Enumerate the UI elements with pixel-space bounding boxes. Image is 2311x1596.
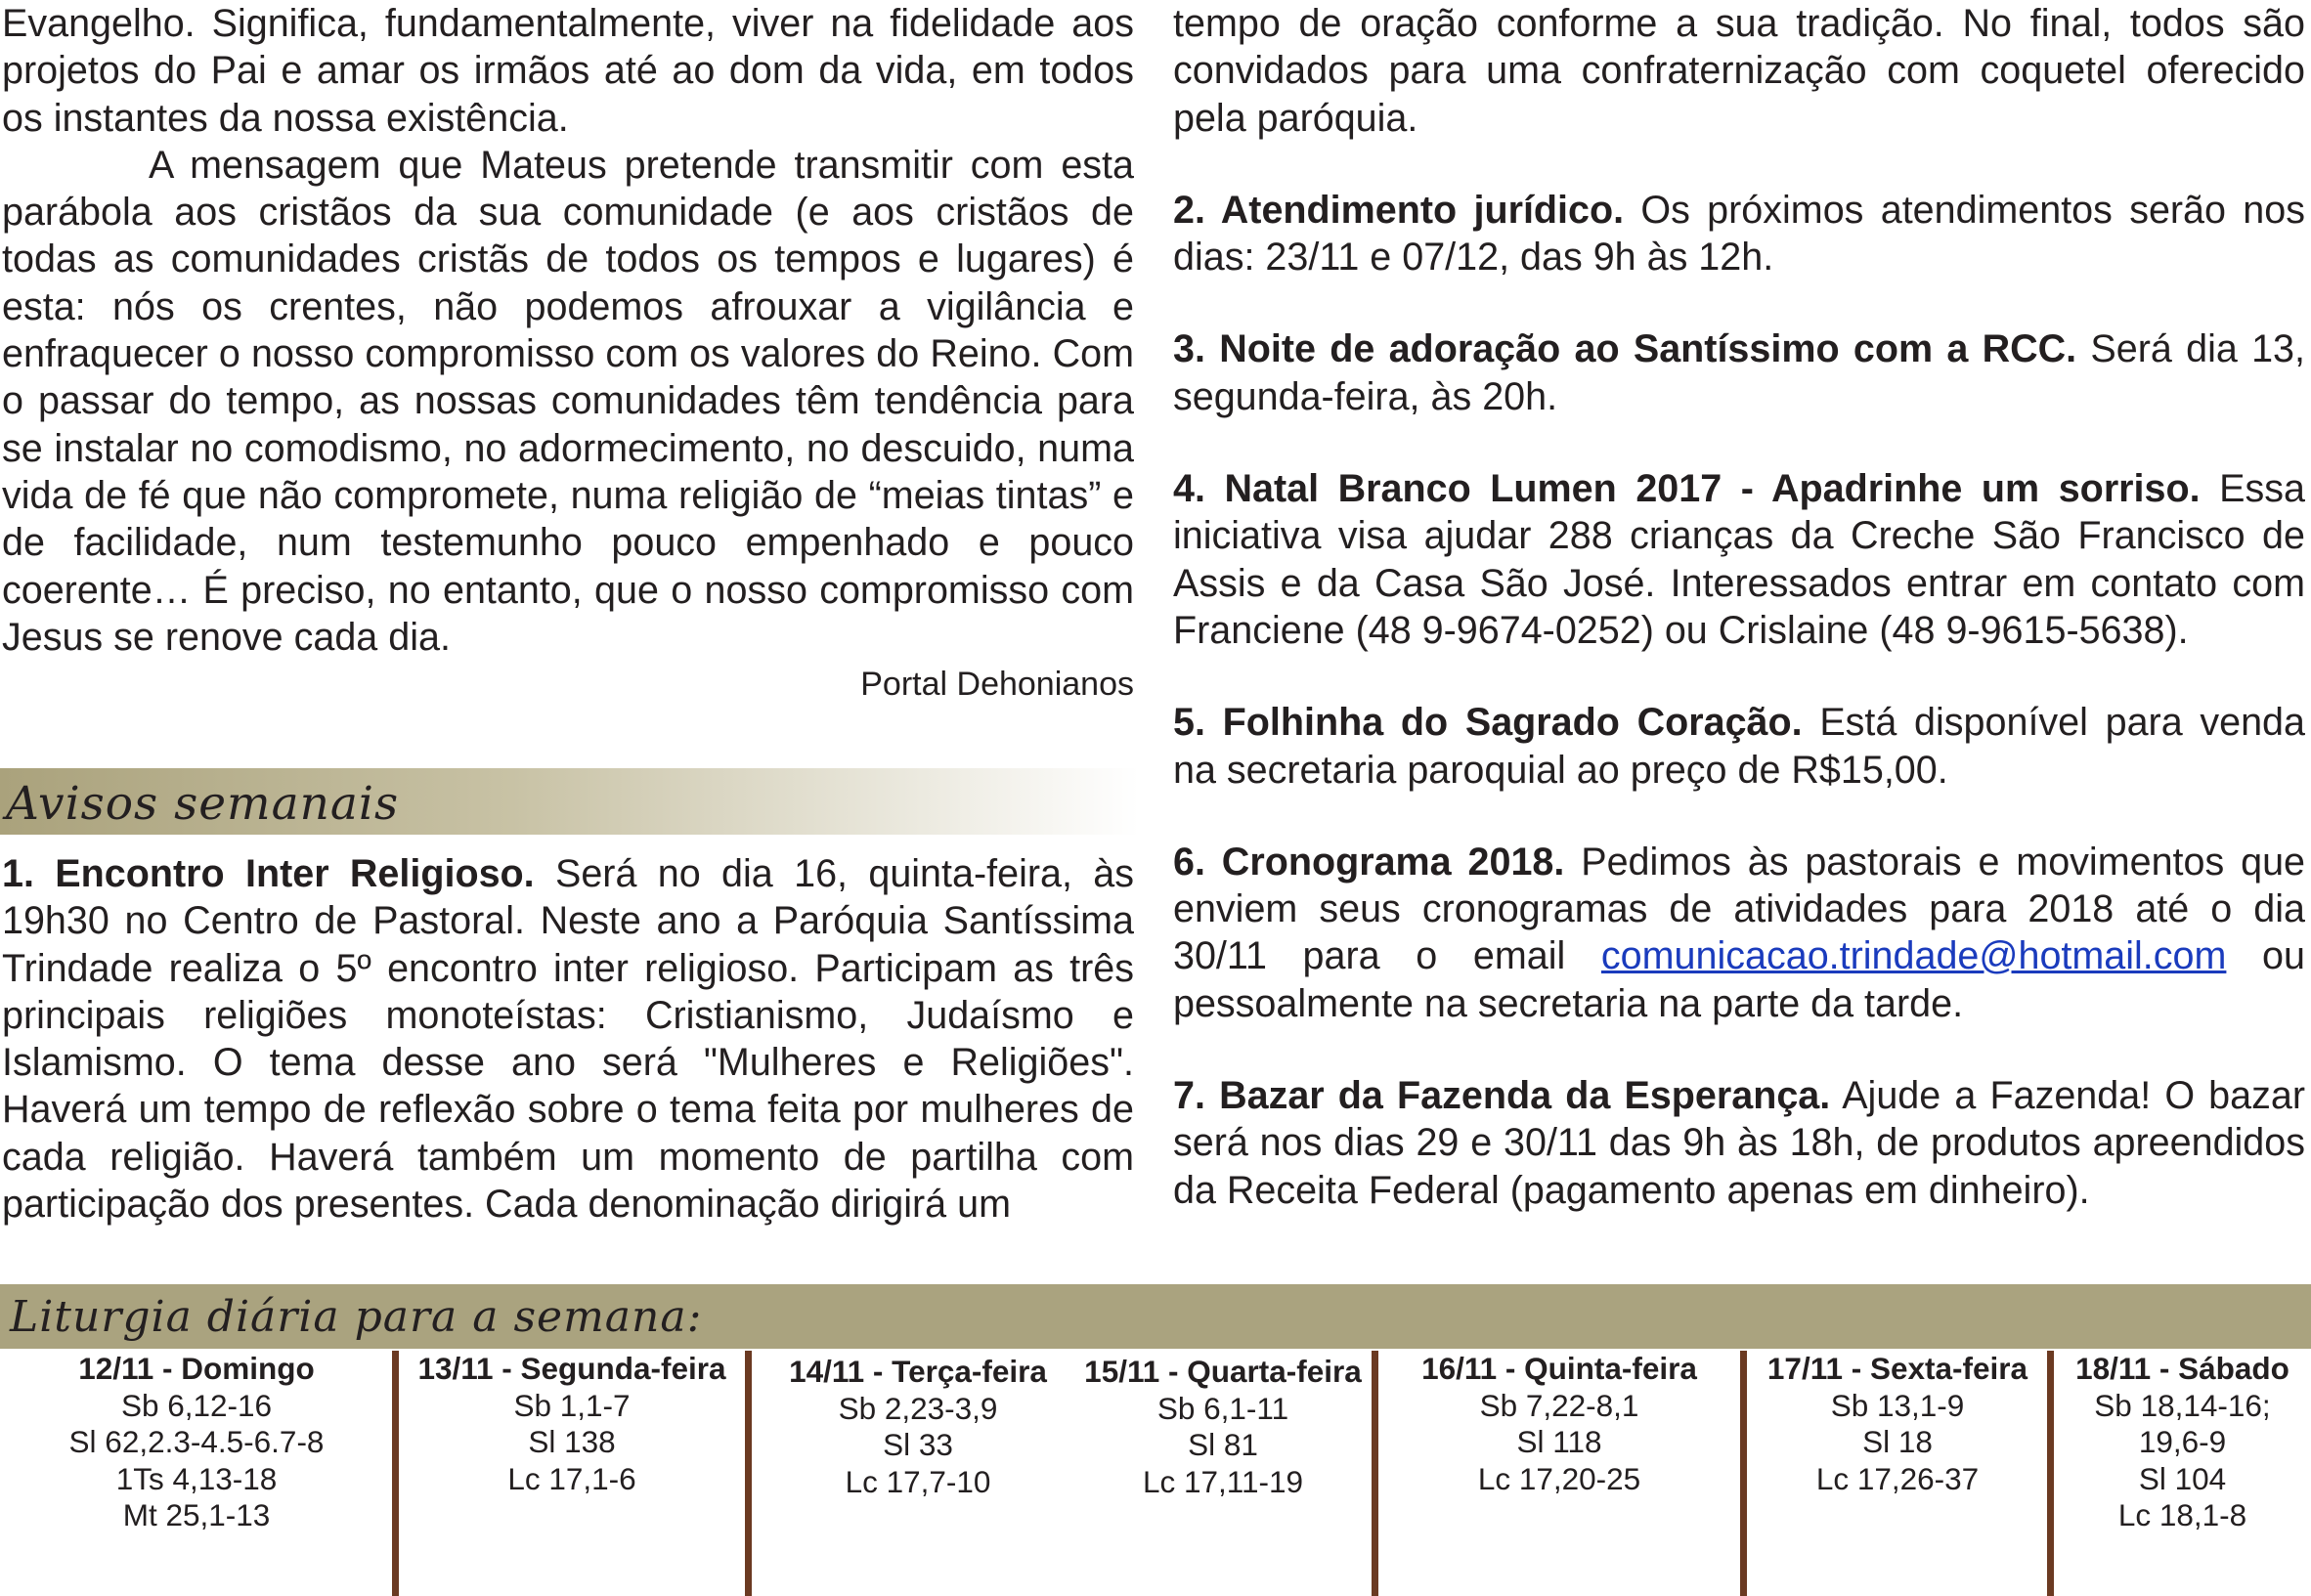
day-column-tuesday [752, 1354, 1084, 1500]
reading: Sl 138 [528, 1424, 616, 1459]
reading: Lc 17,20-25 [1477, 1460, 1641, 1496]
reading: Sl 104 [2138, 1460, 2227, 1496]
right-column [1173, 0, 2305, 1214]
paragraph-message: A mensagem que Mateus pretende transmitir com esta parábola aos cristãos da sua comunidade (e aos cristãos de todas as comunidades cristãs de todos os tempos e lugares) é esta: nós os crentes, não podemos afrouxar a vigilância e enfraquecer o nosso compromisso com os valores do Reino. Com o passar do tempo, as nossas comunidades têm tendência para se instalar no comodismo, no adormecimento, no descuido, numa vida de fé que não compromete, numa religião de “meias tintas” e de facilidade, num testemunho pouco empenhado e pouco coerente… É preciso, no entanto, que o nosso compromisso com Jesus se renove cada dia. [2, 143, 1134, 659]
column-separator [392, 1351, 399, 1596]
liturgy-table [0, 1351, 2311, 1596]
day-header: 16/11 - Quinta-feira [1421, 1351, 1697, 1386]
avisos-left-column [2, 850, 1134, 1228]
day-header: 18/11 - Sábado [2075, 1351, 2289, 1386]
reading: Sb 2,23-3,9 [838, 1390, 998, 1426]
aviso-title: 7. Bazar da Fazenda da Esperança. [1173, 1074, 1831, 1118]
reading: Sb 1,1-7 [513, 1387, 631, 1423]
reading: Lc 17,7-10 [845, 1463, 991, 1499]
aviso-item-1-continued: tempo de oração conforme a sua tradição. No final, todos são convidados para uma confraternização com coquetel oferecido pela paróquia. [1173, 2, 2305, 140]
aviso-item-4 [1173, 465, 2305, 654]
aviso-title: 4. Natal Branco Lumen 2017 - Apadrinhe um sorriso. [1173, 467, 2201, 511]
reading: Sb 6,1-11 [1156, 1390, 1289, 1426]
aviso-title: 1. Encontro Inter Religioso. [2, 852, 535, 895]
reading: Lc 17,11-19 [1142, 1463, 1304, 1499]
aviso-text: Os próximos atendimentos serão nos dias: 23/11 e 07/12, das 9h às 12h. [1173, 188, 2305, 280]
aviso-text: Ajude a Fazenda! O bazar será nos dias 29 e 30/11 das 9h às 18h, de produtos apreendidos da Receita Federal (pagamento apenas em dinheiro). [1173, 1074, 2305, 1212]
aviso-title: 6. Cronograma 2018. [1173, 840, 1565, 884]
email-link[interactable]: comunicacao.trindade@hotmail.com [1600, 934, 2227, 978]
reading: Sb 18,14-16; [2094, 1387, 2271, 1423]
reading: Sl 62,2.3-4.5-6.7-8 [68, 1424, 325, 1459]
day-column-monday [399, 1351, 745, 1497]
reading: Sl 81 [1188, 1427, 1258, 1462]
day-column-saturday [2054, 1351, 2311, 1534]
reading: Sb 7,22-8,1 [1479, 1387, 1639, 1423]
column-separator [2047, 1351, 2054, 1596]
reading: Lc 17,26-37 [1815, 1460, 1980, 1496]
day-header: 15/11 - Quarta-feira [1084, 1354, 1362, 1389]
aviso-title: 5. Folhinha do Sagrado Coração. [1173, 701, 1803, 745]
day-header: 13/11 - Segunda-feira [417, 1351, 726, 1386]
paragraph-gospel-end: Evangelho. Significa, fundamentalmente, viver na fidelidade aos projetos do Pai e amar os irmãos até ao dom da vida, em todos os instantes da nossa existência. [2, 2, 1134, 140]
day-column-sunday [0, 1351, 393, 1534]
day-column-wednesday [1073, 1354, 1373, 1500]
column-separator [1372, 1351, 1378, 1596]
reading: Sb 13,1-9 [1830, 1387, 1965, 1423]
aviso-item-2 [1173, 187, 2305, 281]
aviso-text: Será dia 13, segunda-feira, às 20h. [1173, 327, 2306, 418]
day-column-thursday [1378, 1351, 1740, 1497]
day-header: 14/11 - Terça-feira [789, 1354, 1047, 1389]
aviso-item-5 [1173, 699, 2305, 794]
aviso-item-7 [1173, 1072, 2305, 1214]
reading: Sl 18 [1862, 1424, 1933, 1459]
day-column-friday [1747, 1351, 2048, 1497]
reading: Sb 6,12-16 [120, 1387, 273, 1423]
liturgia-section-header [0, 1284, 2311, 1349]
aviso-item-6 [1173, 839, 2305, 1027]
avisos-title: Avisos semanais [6, 777, 400, 831]
aviso-text: Pedimos às pastorais e movimentos que enviem seus cronogramas de atividades para 2018 até o dia 30/11 para o email [1173, 840, 2306, 978]
column-separator [745, 1351, 752, 1596]
reading: 1Ts 4,13-18 [115, 1460, 278, 1496]
aviso-title: 2. Atendimento jurídico. [1173, 188, 1625, 232]
day-header: 17/11 - Sexta-feira [1766, 1351, 2028, 1386]
reading: Mt 25,1-13 [122, 1497, 271, 1532]
aviso-item-1 [2, 850, 1134, 1228]
aviso-title: 3. Noite de adoração ao Santíssimo com a RCC. [1173, 327, 2077, 371]
aviso-item-3 [1173, 325, 2305, 420]
reading: Lc 17,1-6 [507, 1460, 636, 1496]
aviso-text: Essa iniciativa visa ajudar 288 crianças da Creche São Francisco de Assis e da Casa São José. Interessados entrar em contato com Franciene (48 9-9674-0252) ou Crislaine (48 9-9615-5638). [1173, 467, 2305, 652]
reading: Lc 18,1-8 [2117, 1497, 2247, 1532]
aviso-text: ou pessoalmente na secretaria na parte da tarde. [1173, 934, 2305, 1025]
reading: 19,6-9 [2138, 1424, 2227, 1459]
left-column [2, 0, 1134, 706]
day-header: 12/11 - Domingo [78, 1351, 315, 1386]
aviso-text: Será no dia 16, quinta-feira, às 19h30 no Centro de Pastoral. Neste ano a Paróquia Santíssima Trindade realiza o 5º encontro inter religioso. Participam as três principais religiões monoteístas: Cristianismo, Judaísmo e Islamismo. O tema desse ano será "Mulheres e Religiões". Haverá um tempo de reflexão sobre o tema feita por mulheres de cada religião. Haverá também um momento de partilha com participação dos presentes. Cada denominação dirigirá um [2, 852, 1134, 1227]
source-credit: Portal Dehonianos [860, 666, 1134, 704]
aviso-text: Está disponível para venda na secretaria paroquial ao preço de R$15,00. [1173, 701, 2305, 792]
liturgia-title: Liturgia diária para a semana: [10, 1292, 703, 1342]
reading: Sl 118 [1516, 1424, 1602, 1459]
column-separator [1740, 1351, 1747, 1596]
avisos-section-header [0, 768, 1139, 835]
reading: Sl 33 [883, 1427, 953, 1462]
